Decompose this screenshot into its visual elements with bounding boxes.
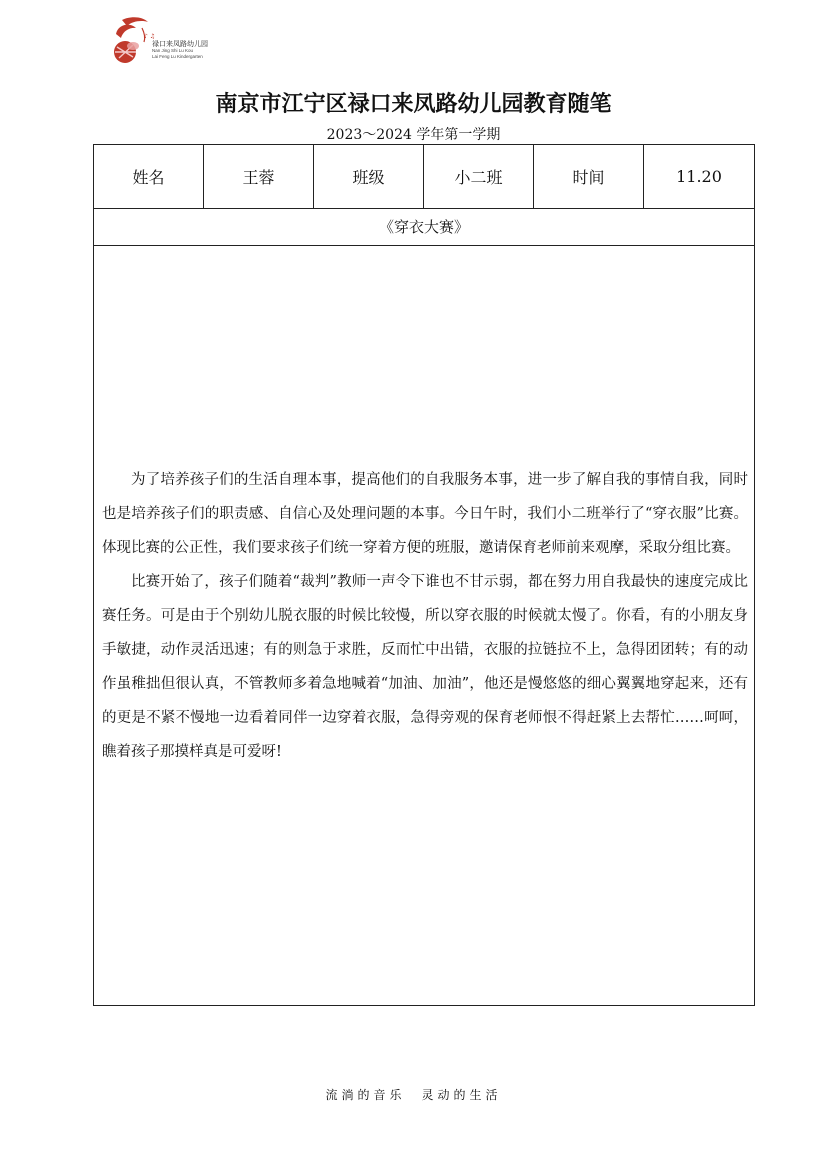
time-label-cell: 时间	[534, 145, 644, 208]
page-title: 南京市江宁区禄口来凤路幼儿园教育随笔	[215, 92, 612, 117]
essay-table	[93, 144, 755, 1006]
name-value-cell: 王蓉	[204, 145, 314, 208]
essay-body	[102, 463, 748, 769]
essay-topic: 《穿衣大赛》	[94, 208, 754, 246]
svg-text:♪ ♫: ♪ ♫	[144, 33, 156, 40]
info-row	[94, 145, 754, 209]
logo-english-line-2: Lai Feng Lu Kindergarten	[152, 53, 203, 59]
logo-english-line-1: Nan Jing Shi Lu Kou	[152, 48, 194, 53]
logo-chinese-name: 禄口来凤路幼儿园	[152, 40, 208, 48]
page-footer-slogan: 流淌的音乐 灵动的生活	[325, 1088, 502, 1102]
body-paragraph-1: 为了培养孩子们的生活自理本事，提高他们的自我服务本事，进一步了解自我的事情自我，同时也是培养孩子们的职责感、自信心及处理问题的本事。今日午时，我们小二班举行了“穿衣服”比赛。体现比赛的公正性，我们要求孩子们统一穿着方便的班服，邀请保育老师前来观摩，采取分组比赛。	[102, 472, 748, 556]
semester-subtitle: 2023～2024 学年第一学期	[326, 127, 501, 143]
body-paragraph-2: 比赛开始了，孩子们随着“裁判”教师一声令下谁也不甘示弱，都在努力用自我最快的速度完成比赛任务。可是由于个别幼儿脱衣服的时候比较慢，所以穿衣服的时候就太慢了。你看，有的小朋友身手敏捷，动作灵活迅速；有的则急于求胜，反而忙中出错，衣服的拉链拉不上，急得团团转；有的动作虽稚拙但很认真，不管教师多着急地喊着“加油、加油”，他还是慢悠悠的细心翼翼地穿起来，还有的更是不紧不慢地一边看着同伴一边穿着衣服，急得旁观的保育老师恨不得赶紧上去帮忙……呵呵，瞧着孩子那摸样真是可爱呀!	[102, 574, 748, 760]
kindergarten-logo	[108, 14, 228, 66]
time-value-cell: 11.20	[676, 167, 722, 186]
class-value-cell: 小二班	[424, 145, 534, 208]
name-label-cell: 姓名	[94, 145, 204, 208]
class-label-cell: 班级	[314, 145, 424, 208]
